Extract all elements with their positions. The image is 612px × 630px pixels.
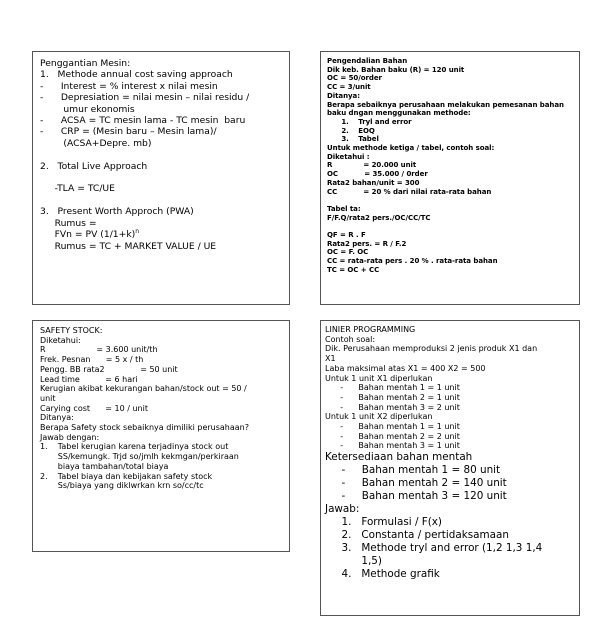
list-subitem: (ACSA+Depre. mb) — [40, 137, 152, 149]
text-line: OC = 35.000 / 0rder — [327, 170, 428, 179]
text-line: Ditanya: — [327, 91, 360, 100]
text-line: Untuk 1 unit X2 diperlukan — [325, 412, 433, 422]
text-line: Berapa Safety stock sebaiknya dimiliki perusahaan? — [40, 423, 249, 433]
text-line: - Bahan mentah 1 = 1 unit — [325, 383, 460, 393]
list-subitem: -TLA = TC/UE — [40, 183, 115, 195]
panel-pengendalian-bahan — [320, 51, 580, 305]
formula-exponent: n — [135, 228, 140, 236]
text-line: - Bahan mentah 1 = 80 unit — [325, 464, 501, 477]
text-line: R = 20.000 unit — [327, 161, 417, 170]
text-line: LINIER PROGRAMMING — [325, 325, 416, 334]
text-line: Rata2 bahan/unit = 300 — [327, 178, 420, 187]
text-line: CC = 20 % dari nilai rata-rata bahan — [327, 187, 492, 196]
text-line: - Bahan mentah 3 = 1 unit — [325, 441, 460, 451]
text-line: Dik. Perusahaan memproduksi 2 jenis produk X1 dan — [325, 344, 538, 354]
text-line: SAFETY STOCK: — [40, 326, 103, 335]
list-subitem: Rumus = — [40, 217, 97, 229]
text-line: 1. Formulasi / F(x) — [325, 516, 442, 529]
list-subitem: - CRP = (Mesin baru – Mesin lama)/ — [40, 126, 217, 138]
text-line: Rata2 pers. = R / F.2 — [327, 239, 407, 248]
text-line: baku dngan menggunakan methode: — [327, 109, 471, 118]
text-line: 2. Tabel biaya dan kebijakan safety stock — [40, 471, 213, 481]
text-line: TC = OC + CC — [327, 265, 380, 274]
text-line: Lead time = 6 hari — [40, 374, 138, 384]
text-line: 1. Tryl and error — [327, 117, 412, 126]
text-line: Ketersediaan bahan mentah — [325, 451, 473, 464]
text-line: X1 — [325, 354, 336, 364]
text-line: Untuk 1 unit X1 diperlukan — [325, 373, 433, 383]
list-item: 3. Present Worth Approch (PWA) — [40, 206, 194, 218]
list-subitem: - Interest = % interest x nilai mesin — [40, 80, 218, 92]
text-line: SS/kemungk. Trjd so/jmlh kekmgan/perkiraan — [40, 452, 239, 462]
text-line: Jawab: — [325, 503, 360, 516]
text-line: - Bahan mentah 2 = 1 unit — [325, 392, 460, 402]
list-subitem: - Depresiation = nilai mesin – nilai residu / — [40, 92, 250, 104]
text-line: 1,5) — [325, 555, 382, 568]
text-line: - Bahan mentah 3 = 2 unit — [325, 402, 460, 412]
text-line: Ditanya: — [40, 413, 74, 423]
list-subitem: - ACSA = TC mesin lama - TC mesin baru — [40, 115, 246, 127]
text-line: 3. Tabel — [327, 135, 379, 144]
text-line: 3. Methode tryl and error (1,2 1,3 1,4 — [325, 542, 543, 555]
text-line: QF = R . F — [327, 231, 366, 240]
text-line: OC = F. OC — [327, 248, 369, 257]
text-line: biaya tambahan/total biaya — [40, 461, 169, 471]
panel-penggantian-mesin — [32, 51, 290, 305]
text-line: Kerugian akibat kekurangan bahan/stock out = 50 / — [40, 384, 247, 394]
text-line: Tabel ta: — [327, 204, 361, 213]
text-line: 2. EOQ — [327, 126, 375, 135]
text-line: Diketahui: — [40, 335, 81, 345]
text-line: Frek. Pesnan = 5 x / th — [40, 355, 144, 365]
text-line: Diketahui : — [327, 152, 370, 161]
text-line: Dik keb. Bahan baku (R) = 120 unit — [327, 65, 465, 74]
text-line: Berapa sebaiknya perusahaan melakukan pemesanan bahan — [327, 100, 564, 109]
text-line: - Bahan mentah 1 = 1 unit — [325, 422, 460, 432]
text-line: Jawab dengan: — [40, 432, 100, 442]
text-line: F/F.Q/rata2 pers./OC/CC/TC — [327, 213, 431, 222]
text-line: unit — [40, 393, 56, 403]
formula-line — [40, 229, 282, 240]
text-line: Untuk methode ketiga / tabel, contoh soal: — [327, 144, 495, 153]
list-subitem: umur ekonomis — [40, 103, 135, 115]
panel-linier-programming — [320, 320, 580, 616]
text-line: 2. Constanta / pertidaksamaan — [325, 529, 509, 542]
list-item: 1. Methode annual cost saving approach — [40, 69, 233, 81]
list-item: 2. Total Live Approach — [40, 160, 148, 172]
text-line: CC = rata-rata pers . 20 % . rata-rata bahan — [327, 257, 498, 266]
text-line: 4. Methode grafik — [325, 568, 440, 581]
formula-text: FVn = PV (1/1+k) — [40, 229, 136, 241]
panel-title: Penggantian Mesin: — [40, 58, 131, 69]
text-line: Contoh soal: — [325, 334, 376, 344]
text-line: Laba maksimal atas X1 = 400 X2 = 500 — [325, 363, 486, 373]
text-line: - Bahan mentah 3 = 120 unit — [325, 490, 507, 503]
text-line: Carying cost = 10 / unit — [40, 403, 148, 413]
text-line: CC = 3/unit — [327, 83, 371, 92]
text-line: Pengg. BB rata2 = 50 unit — [40, 364, 178, 374]
text-line: - Bahan mentah 2 = 2 unit — [325, 431, 460, 441]
list-subitem: Rumus = TC + MARKET VALUE / UE — [40, 240, 217, 252]
panel-safety-stock — [32, 320, 290, 552]
text-line: Pengendalian Bahan — [327, 57, 408, 65]
text-line: OC = 50/order — [327, 74, 382, 83]
text-line: Ss/biaya yang diklwrkan krn so/cc/tc — [40, 481, 204, 491]
text-line: R = 3.600 unit/th — [40, 345, 158, 355]
text-line: 1. Tabel kerugian karena terjadinya stock out — [40, 442, 229, 452]
text-line: - Bahan mentah 2 = 140 unit — [325, 477, 507, 490]
